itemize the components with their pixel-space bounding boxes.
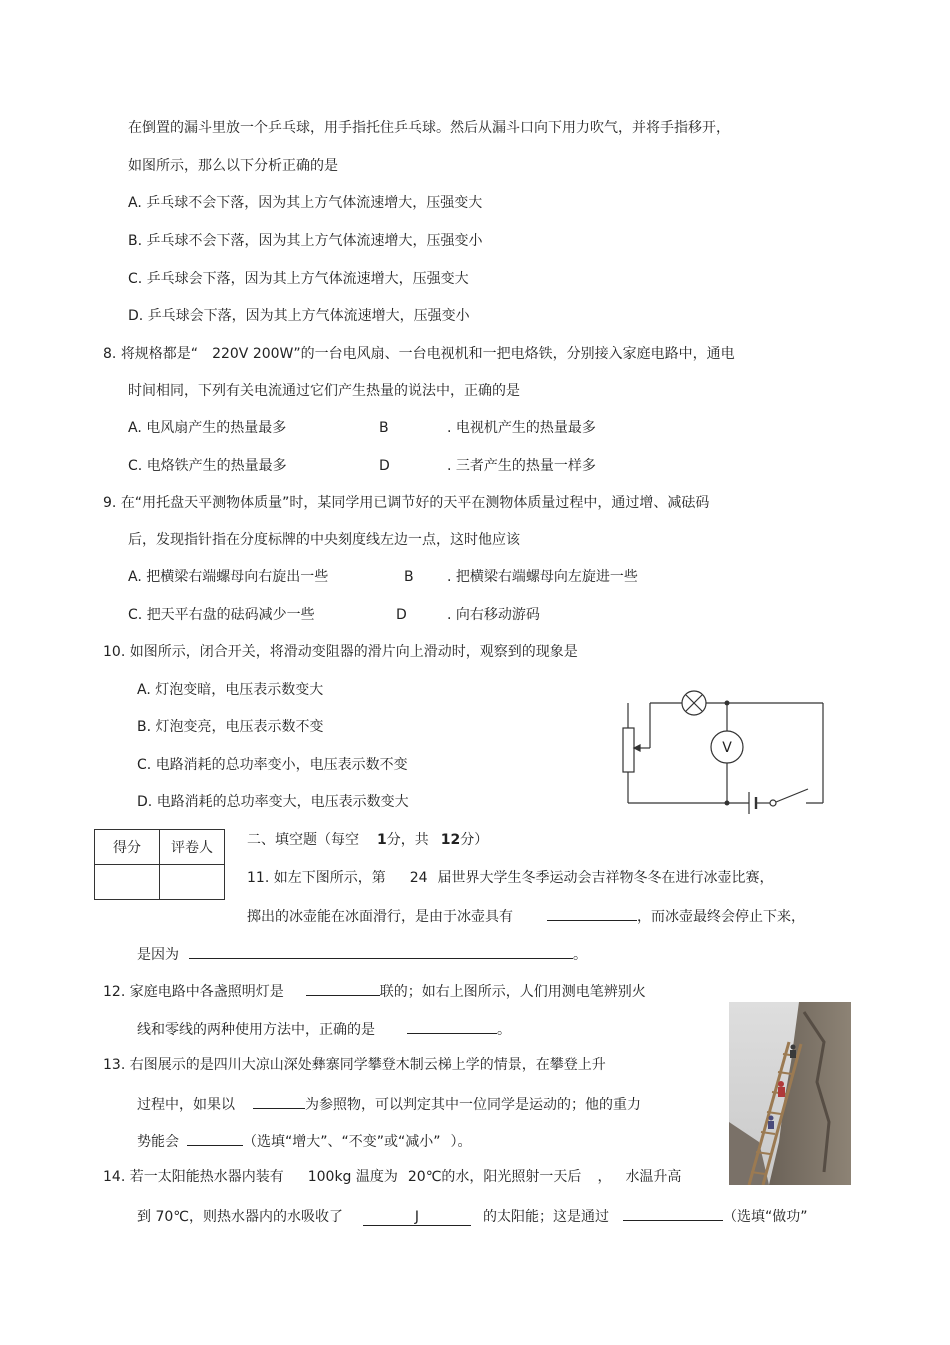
answer-blank[interactable] [363, 1210, 471, 1226]
section-title-d: 12 [440, 832, 461, 848]
q8-line1 [103, 344, 735, 364]
switch-blade [776, 789, 808, 802]
option-label: C. [128, 458, 143, 474]
q14-text-e: ， [597, 1169, 612, 1185]
q11-line1 [247, 868, 774, 888]
q14-line2 [137, 1205, 808, 1225]
grader-header: 评卷人 [160, 830, 225, 865]
q9-option-d-label: D [396, 607, 407, 623]
q9-line1 [103, 493, 709, 513]
option-label: B. [137, 719, 152, 735]
q13-text-e: （选填“增大” [243, 1134, 328, 1150]
q13-text-c: 为参照物，可以判定其中一位同学是运动的；他的重力 [305, 1097, 641, 1113]
option-text: 乒乓球会下落，因为其上方气体流速增大，压强变小 [147, 308, 470, 324]
option-text: 电烙铁产生的热量最多 [146, 458, 287, 474]
section-title [247, 830, 488, 850]
q13-text-b: 过程中，如果以 [137, 1097, 235, 1113]
q9-text: 在“用托盘天平测物体质量”时，某同学用已调节好的天平在测物体质量过程中，通过增、减砝码 [120, 495, 710, 511]
section-title-a: 二、填空题（每空 [247, 832, 359, 848]
q7-option-a [128, 193, 482, 213]
q11-text-b: 24 [409, 870, 428, 886]
q8-option-c [128, 456, 287, 476]
q11-line2 [247, 905, 805, 925]
q14-text-f: 水温升高 [625, 1169, 682, 1185]
junction-dot [725, 801, 730, 806]
switch-contact [770, 800, 776, 806]
question-number: 8. [103, 346, 117, 362]
option-label: D. [128, 308, 144, 324]
option-text: 乒乓球不会下落，因为其上方气体流速增大，压强变小 [146, 233, 483, 249]
q11-text-a: 如左下图所示，第 [273, 870, 386, 886]
q9-option-c [128, 605, 315, 625]
score-table [94, 829, 225, 900]
q12-text-b: 联的；如右上图所示，人们用测电笔辨别火 [379, 984, 646, 1000]
q13-text-d: 势能会 [137, 1134, 179, 1150]
q10-option-d [137, 792, 409, 812]
option-text: 乒乓球会下落，因为其上方气体流速增大，压强变大 [146, 271, 469, 287]
section-title-e: 分） [460, 832, 489, 848]
q7-stem-line1: 在倒置的漏斗里放一个乒乓球，用手指托住乒乓球。然后从漏斗口向下用力吹气，并将手指移开， [128, 120, 730, 136]
q14-text-a: 若一太阳能热水器内装有 [129, 1169, 284, 1185]
q12-text-d: 。 [497, 1022, 511, 1038]
option-label: A. [137, 682, 151, 698]
answer-blank[interactable] [407, 1018, 497, 1034]
q14-text-i: （选填“做功” [723, 1209, 808, 1225]
q13-line2 [137, 1093, 641, 1113]
q11-text-g: 。 [573, 947, 587, 963]
q9-option-a [128, 567, 328, 587]
option-label: C. [128, 271, 143, 287]
q8-line2: 时间相同，下列有关电流通过它们产生热量的说法中，正确的是 [128, 383, 520, 399]
q10-text: 如图所示，闭合开关，将滑动变阻器的滑片向上滑动时，观察到的现象是 [129, 644, 578, 660]
slider-arrow-icon [634, 745, 640, 751]
q13-line1 [103, 1055, 606, 1075]
junction-dot [725, 701, 730, 706]
q9-option-b-text: . 把横梁右端螺母向左旋进一些 [447, 569, 638, 585]
option-text: 电路消耗的总功率变大，电压表示数变大 [156, 794, 409, 810]
q14-text-g: 到 70℃，则热水器内的水吸收了 [137, 1209, 343, 1225]
q8-text-b: 220V 200W”的一台电风扇、一台电视机和一把电烙铁，分别接入家庭电路中，通电 [212, 346, 735, 362]
question-number: 13. [103, 1057, 126, 1073]
answer-blank[interactable] [189, 943, 573, 959]
answer-blank[interactable] [623, 1205, 723, 1221]
question-number: 10. [103, 644, 126, 660]
q10-option-c [137, 755, 408, 775]
option-label: C. [137, 757, 152, 773]
score-header: 得分 [95, 830, 160, 865]
q11-text-d: 掷出的冰壶能在冰面滑行，是由于冰壶具有 [247, 909, 513, 925]
q13-text-f: 、“不变”或“减小” [327, 1134, 441, 1150]
q9-option-b-label: B [404, 569, 414, 585]
q12-line1 [103, 980, 646, 1000]
voltmeter-label: V [722, 740, 732, 756]
q12-text-a: 家庭电路中各盏照明灯是 [129, 984, 284, 1000]
q7-option-c [128, 269, 469, 289]
option-label: A. [128, 569, 142, 585]
unit-label: J [414, 1209, 420, 1225]
q9-line2: 后，发现指针指在分度标牌的中央刻度线左边一点，这时他应该 [128, 532, 520, 548]
option-label: A. [128, 195, 142, 211]
q8-option-d-text: . 三者产生的热量一样多 [447, 458, 596, 474]
answer-blank[interactable] [253, 1093, 305, 1109]
question-number: 14. [103, 1169, 126, 1185]
score-cell[interactable] [95, 865, 160, 900]
question-number: 12. [103, 984, 126, 1000]
circuit-diagram [616, 686, 830, 814]
option-text: 乒乓球不会下落，因为其上方气体流速增大，压强变大 [146, 195, 483, 211]
q13-text-a: 右图展示的是四川大凉山深处彝寨同学攀登木制云梯上学的情景，在攀登上升 [129, 1057, 606, 1073]
q11-line3 [137, 943, 587, 963]
option-label: B. [128, 233, 143, 249]
option-label: C. [128, 607, 143, 623]
section-title-c: 分，共 [386, 832, 429, 848]
q11-text-c: 届世界大学生冬季运动会吉祥物冬冬在进行冰壶比赛， [437, 870, 774, 886]
option-text: 电风扇产生的热量最多 [146, 420, 287, 436]
option-label: A. [128, 420, 142, 436]
q11-text-f: 是因为 [137, 947, 179, 963]
q10-line1 [103, 642, 578, 662]
q14-line1 [103, 1167, 681, 1187]
answer-blank[interactable] [547, 905, 637, 921]
option-label: D. [137, 794, 153, 810]
q8-text-a: 将规格都是“ [120, 346, 199, 362]
rheostat-body [623, 728, 634, 772]
q7-stem-line2: 如图所示，那么以下分析正确的是 [128, 158, 338, 174]
answer-blank[interactable] [306, 980, 380, 996]
q8-option-d-label: D [379, 458, 390, 474]
q7-option-b [128, 231, 483, 251]
q8-option-a [128, 418, 286, 438]
question-number: 11. [247, 870, 270, 886]
option-text: 电路消耗的总功率变小，电压表示数不变 [155, 757, 408, 773]
q11-text-e: ，而冰壶最终会停止下来， [637, 909, 805, 925]
option-text: 把天平右盘的砝码减少一些 [146, 607, 315, 623]
q12-line2 [137, 1018, 511, 1038]
q8-option-b-label: B [379, 420, 389, 436]
q12-text-c: 线和零线的两种使用方法中，正确的是 [137, 1022, 375, 1038]
option-text: 把横梁右端螺母向右旋出一些 [146, 569, 329, 585]
q14-text-c: 温度为 [355, 1169, 398, 1185]
q7-option-d [128, 306, 470, 326]
q13-line3 [137, 1130, 472, 1150]
q14-text-d: 20℃的水，阳光照射一天后 [407, 1169, 582, 1185]
climbing-ladder-photo [729, 1002, 851, 1185]
q13-text-g: ）。 [450, 1134, 472, 1150]
grader-cell[interactable] [160, 865, 225, 900]
question-number: 9. [103, 495, 117, 511]
section-title-b: 1 [377, 832, 387, 848]
answer-blank[interactable] [187, 1130, 243, 1146]
q10-option-b [137, 717, 324, 737]
q14-text-b: 100kg [307, 1169, 352, 1185]
q10-option-a [137, 680, 323, 700]
q9-option-d-text: . 向右移动游码 [447, 607, 540, 623]
q14-text-h: 的太阳能；这是通过 [483, 1209, 609, 1225]
q8-option-b-text: . 电视机产生的热量最多 [447, 420, 596, 436]
option-text: 灯泡变暗，电压表示数变大 [155, 682, 324, 698]
option-text: 灯泡变亮，电压表示数不变 [155, 719, 324, 735]
